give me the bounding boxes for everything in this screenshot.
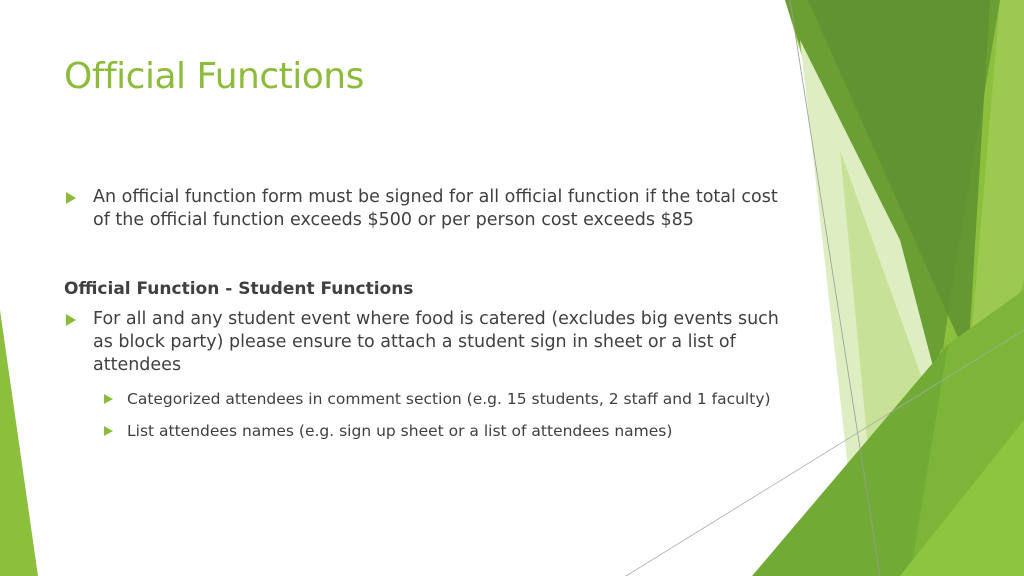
slide-content xyxy=(64,186,784,441)
sub-bullet-item xyxy=(64,421,784,441)
bullet-item xyxy=(64,308,784,377)
arrow-bullet-icon xyxy=(104,426,113,436)
bullet-text: An official function form must be signed for all official function if the total cost of the official function exceeds $500 or per person cost exceeds $85 xyxy=(93,187,778,230)
section-subheading: Official Function - Student Functions xyxy=(64,279,414,299)
sub-bullet-text: Categorized attendees in comment section (e.g. 15 students, 2 staff and 1 faculty) xyxy=(127,390,771,408)
arrow-bullet-icon xyxy=(66,192,76,204)
arrow-bullet-icon xyxy=(66,314,76,326)
bullet-item xyxy=(64,186,784,232)
sub-bullet-text: List attendees names (e.g. sign up sheet or a list of attendees names) xyxy=(127,422,673,440)
bullet-text: For all and any student event where food is catered (excludes big events such as block party) please ensure to attach a student sign in sheet or a list of attendees xyxy=(93,309,779,375)
arrow-bullet-icon xyxy=(104,394,113,404)
slide-title: Official Functions xyxy=(64,56,364,97)
sub-bullet-item xyxy=(64,389,784,409)
